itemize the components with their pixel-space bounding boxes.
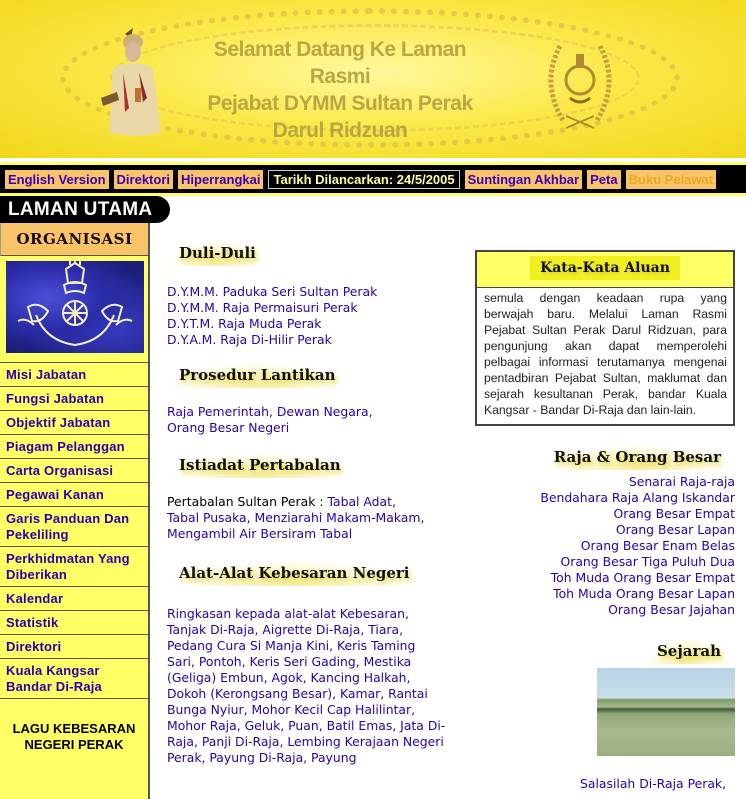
section-heading-raja-orang-besar: Raja & Orang Besar [544, 444, 731, 470]
section-heading-prosedur: Prosedur Lantikan [169, 362, 346, 388]
nav-hiperrangkai[interactable]: Hiperrangkai [178, 170, 263, 189]
duli-link[interactable]: D.Y.M.M. Paduka Seri Sultan Perak [167, 284, 378, 299]
section-heading-alat: Alat-Alat Kebesaran Negeri [169, 560, 420, 586]
banner-title-line-3: Darul Ridzuan [272, 119, 408, 142]
istiadat-link[interactable]: Mengambil Air Bersiram Tabal [167, 526, 353, 541]
welcome-text: semula dengan keadaan rupa yang berwajah baru. Melalui Laman Rasmi Pejabat Sultan Perak Darul Ridzuan, para pengunjung akan dapat memperolehi pelbagai informasi terutamanya mengenai pentadbiran Pejabat Sultan, maklumat dan sejarah kesultanan Perak, bandar Kuala Kangsar - Bandar Di-Raja dan lain-lain. [484, 291, 727, 417]
sidebar-item-kuala-kangsar[interactable]: Kuala Kangsar Bandar Di-Raja [0, 659, 148, 699]
sidebar-item-direktori[interactable]: Direktori [0, 635, 148, 659]
sidebar-item-piagam-pelanggan[interactable]: Piagam Pelanggan [0, 435, 148, 459]
prosedur-link[interactable]: Dewan Negara [276, 404, 369, 419]
raja-orang-besar-link[interactable]: Orang Besar Lapan [615, 522, 735, 537]
sidebar-item-statistik[interactable]: Statistik [0, 611, 148, 635]
sidebar-item-fungsi-jabatan[interactable]: Fungsi Jabatan [0, 387, 148, 411]
salasilah-link[interactable]: Salasilah Di-Raja Perak, [580, 776, 727, 791]
sidebar-item-perkhidmatan[interactable]: Perkhidmatan Yang Diberikan [0, 547, 148, 587]
raja-orang-besar-link[interactable]: Toh Muda Orang Besar Lapan [553, 586, 735, 601]
lagu-kebesaran-link[interactable]: LAGU KEBESARAN NEGERI PERAK [12, 721, 136, 752]
royal-emblem-image [6, 261, 144, 353]
istiadat-link[interactable]: Tabal Adat [327, 494, 392, 509]
sidebar [0, 223, 150, 799]
header-banner [0, 0, 746, 158]
raja-orang-besar-link[interactable]: Orang Besar Tiga Puluh Dua [560, 554, 735, 569]
section-heading-istiadat: Istiadat Pertabalan [169, 452, 351, 478]
sejarah-landscape-image[interactable] [597, 668, 735, 756]
sidebar-item-kalendar[interactable]: Kalendar [0, 587, 148, 611]
launch-date: Tarikh Dilancarkan: 24/5/2005 [268, 170, 459, 189]
duli-link[interactable]: D.Y.T.M. Raja Muda Perak [167, 316, 322, 331]
istiadat-prefix: Pertabalan Sultan Perak : [167, 494, 328, 509]
sidebar-heading: ORGANISASI [0, 223, 148, 256]
sultan-portrait-image [95, 28, 175, 140]
prosedur-link[interactable]: Raja Pemerintah [167, 404, 269, 419]
raja-orang-besar-link[interactable]: Toh Muda Orang Besar Empat [550, 570, 735, 585]
sidebar-item-pegawai-kanan[interactable]: Pegawai Kanan [0, 483, 148, 507]
welcome-heading: Kata-Kata Aluan [530, 256, 680, 280]
section-heading-duli: Duli-Duli [169, 240, 266, 266]
banner-title-line-1: Selamat Datang Ke Laman Rasmi [213, 38, 467, 88]
raja-orang-besar-list [480, 474, 735, 618]
prosedur-list: Raja Pemerintah, Dewan Negara, Orang Besar Negeri [167, 404, 373, 435]
sidebar-item-misi-jabatan[interactable]: Misi Jabatan [0, 363, 148, 387]
duli-list [167, 284, 467, 348]
welcome-heading-bar [477, 252, 733, 288]
right-column [480, 444, 735, 756]
nav-buku-pelawat[interactable]: Buku Pelawat [626, 170, 717, 189]
nav-suntingan-akhbar[interactable]: Suntingan Akhbar [465, 170, 582, 189]
prosedur-link[interactable]: Orang Besar Negeri [167, 420, 290, 435]
perak-crest-icon [530, 36, 630, 132]
raja-orang-besar-link[interactable]: Bendahara Raja Alang Iskandar [540, 490, 735, 505]
nav-peta[interactable]: Peta [587, 170, 620, 189]
main-content [167, 240, 467, 766]
istiadat-list: Pertabalan Sultan Perak : Tabal Adat, Tabal Pusaka, Menziarahi Makam-Makam, Mengambil Air Bersiram Tabal [167, 494, 425, 541]
istiadat-link[interactable]: Menziarahi Makam-Makam [254, 510, 421, 525]
istiadat-link[interactable]: Tabal Pusaka [167, 510, 247, 525]
banner-title-line-2: Pejabat DYMM Sultan Perak [207, 92, 473, 115]
alat-kebesaran-text[interactable]: Ringkasan kepada alat-alat Kebesaran, Tanjak Di-Raja, Aigrette Di-Raja, Tiara, Pedang Cura Si Manja Kini, Keris Taming Sari, Pontoh, Keris Seri Gading, Mestika (Geliga) Embun, Agok, Kancing Halkah, Dokoh (Kerongsang Besar), Kamar, Rantai Bunga Nyiur, Mohor Kecil Cap Halilintar, Mohor Raja, Geluk, Puan, Batil Emas, Jata Di-Raja, Panji Di-Raja, Lembing Kerajaan Negeri Perak, Payung Di-Raja, Payung [167, 606, 446, 765]
sidebar-image-divider [0, 353, 148, 363]
laman-utama-tab[interactable]: LAMAN UTAMA [0, 196, 170, 223]
raja-orang-besar-link[interactable]: Senarai Raja-raja [628, 474, 735, 489]
banner-title [190, 36, 490, 144]
nav-direktori[interactable]: Direktori [114, 170, 173, 189]
nav-english-version[interactable]: English Version [5, 170, 109, 189]
sidebar-item-garis-panduan[interactable]: Garis Panduan Dan Pekeliling [0, 507, 148, 547]
top-navbar [0, 162, 746, 196]
duli-link[interactable]: D.Y.A.M. Raja Di-Hilir Perak [167, 332, 332, 347]
raja-orang-besar-link[interactable]: Orang Besar Jajahan [608, 602, 735, 617]
raja-orang-besar-link[interactable]: Orang Besar Enam Belas [580, 538, 735, 553]
duli-link[interactable]: D.Y.M.M. Raja Permaisuri Perak [167, 300, 358, 315]
welcome-box [475, 250, 735, 426]
section-heading-sejarah: Sejarah [647, 638, 731, 664]
sidebar-item-objektif-jabatan[interactable]: Objektif Jabatan [0, 411, 148, 435]
raja-orang-besar-link[interactable]: Orang Besar Empat [613, 506, 735, 521]
sidebar-item-carta-organisasi[interactable]: Carta Organisasi [0, 459, 148, 483]
